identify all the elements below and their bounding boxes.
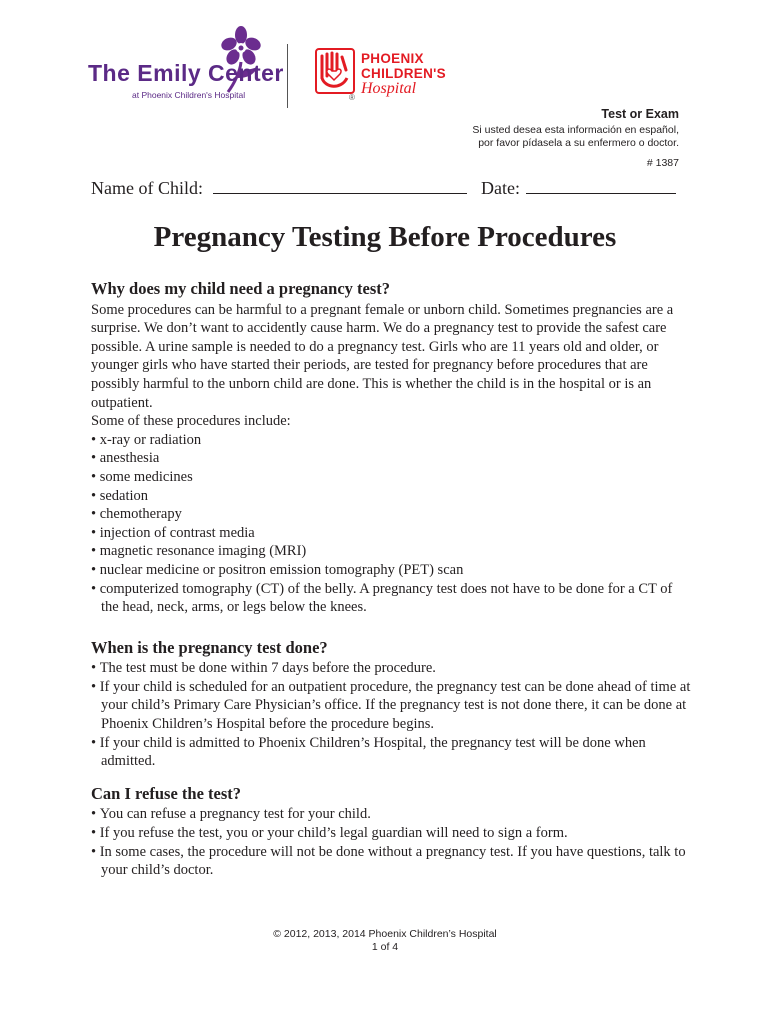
date-field[interactable] xyxy=(526,175,676,194)
list-item: • magnetic resonance imaging (MRI) xyxy=(91,542,691,561)
phx-logo-line2: CHILDREN'S xyxy=(361,66,446,81)
page-number: 1 of 4 xyxy=(371,941,399,953)
list-intro: Some of these procedures include: xyxy=(91,413,291,430)
emily-center-name: The Emily Center xyxy=(88,60,284,86)
list-item: • If your child is scheduled for an outpatient procedure, the pregnancy test can be done ahead of time at your child’s Primary Care Physician’s office. If the pregnancy test is not done there, it can be done at Phoenix Children’s Hospital before the procedure begins. xyxy=(91,678,691,734)
spanish-note-line2: por favor pídasela a su enfermero o doctor. xyxy=(478,137,679,149)
section-paragraph: Some procedures can be harmful to a pregnant female or unborn child. Sometimes pregnancies are a surprise. We don’t want to accidently cause harm. We do a pregnancy test to provide the safest care possible. A urine sample is needed to do a pregnancy test. Girls who are 11 years old and older, or younger girls who have started their periods, are tested for pregnancy before procedures that are possibly harmful to the unborn child are done. This is whether the child is in the hospital or is an outpatient. xyxy=(91,301,674,411)
name-label: Name of Child: xyxy=(91,178,203,198)
page-footer xyxy=(0,928,770,954)
document-number: # 1387 xyxy=(646,156,679,169)
list-item: • injection of contrast media xyxy=(91,524,691,543)
logo-divider xyxy=(287,44,288,108)
list-item: • computerized tomography (CT) of the belly. A pregnancy test does not have to be done for a CT of the head, neck, arms, or legs below the knees. xyxy=(91,580,691,617)
name-date-row xyxy=(91,175,676,199)
registered-mark: ® xyxy=(349,93,355,102)
refusal-list xyxy=(91,805,691,879)
emily-center-logo xyxy=(88,26,284,106)
list-item: • chemotherapy xyxy=(91,505,691,524)
document-body xyxy=(91,280,691,880)
phoenix-childrens-logo xyxy=(315,48,455,104)
heart-hand-icon xyxy=(315,48,355,94)
section-refuse xyxy=(91,785,691,880)
document-info xyxy=(419,108,679,170)
list-item: • In some cases, the procedure will not be done without a pregnancy test. If you have questions, talk to your child’s doctor. xyxy=(91,843,691,880)
phx-logo-line3: Hospital xyxy=(361,80,417,97)
phx-logo-line1: PHOENIX xyxy=(361,51,424,66)
section-when xyxy=(91,639,691,771)
section-heading: Why does my child need a pregnancy test? xyxy=(91,279,390,298)
list-item: • some medicines xyxy=(91,468,691,487)
list-item: • You can refuse a pregnancy test for your child. xyxy=(91,805,691,824)
section-why xyxy=(91,280,691,617)
list-item: • The test must be done within 7 days before the procedure. xyxy=(91,659,691,678)
list-item: • anesthesia xyxy=(91,449,691,468)
spanish-note-line1: Si usted desea esta información en español, xyxy=(472,123,679,136)
date-label: Date: xyxy=(480,178,520,198)
section-heading: Can I refuse the test? xyxy=(91,783,242,803)
list-item: • If you refuse the test, you or your child’s legal guardian will need to sign a form. xyxy=(91,824,691,843)
page-title: Pregnancy Testing Before Procedures xyxy=(153,221,617,253)
copyright: © 2012, 2013, 2014 Phoenix Children’s Hospital xyxy=(273,928,497,940)
list-item: • If your child is admitted to Phoenix Children’s Hospital, the pregnancy test will be done when admitted. xyxy=(91,734,691,771)
emily-center-subtitle: at Phoenix Children's Hospital xyxy=(132,90,246,100)
list-item: • nuclear medicine or positron emission tomography (PET) scan xyxy=(91,561,691,580)
list-item: • sedation xyxy=(91,487,691,506)
name-field[interactable] xyxy=(213,175,467,194)
info-title: Test or Exam xyxy=(601,107,679,121)
section-heading: When is the pregnancy test done? xyxy=(91,637,328,657)
procedure-list xyxy=(91,431,691,617)
timing-list xyxy=(91,659,691,771)
list-item: • x-ray or radiation xyxy=(91,431,691,450)
